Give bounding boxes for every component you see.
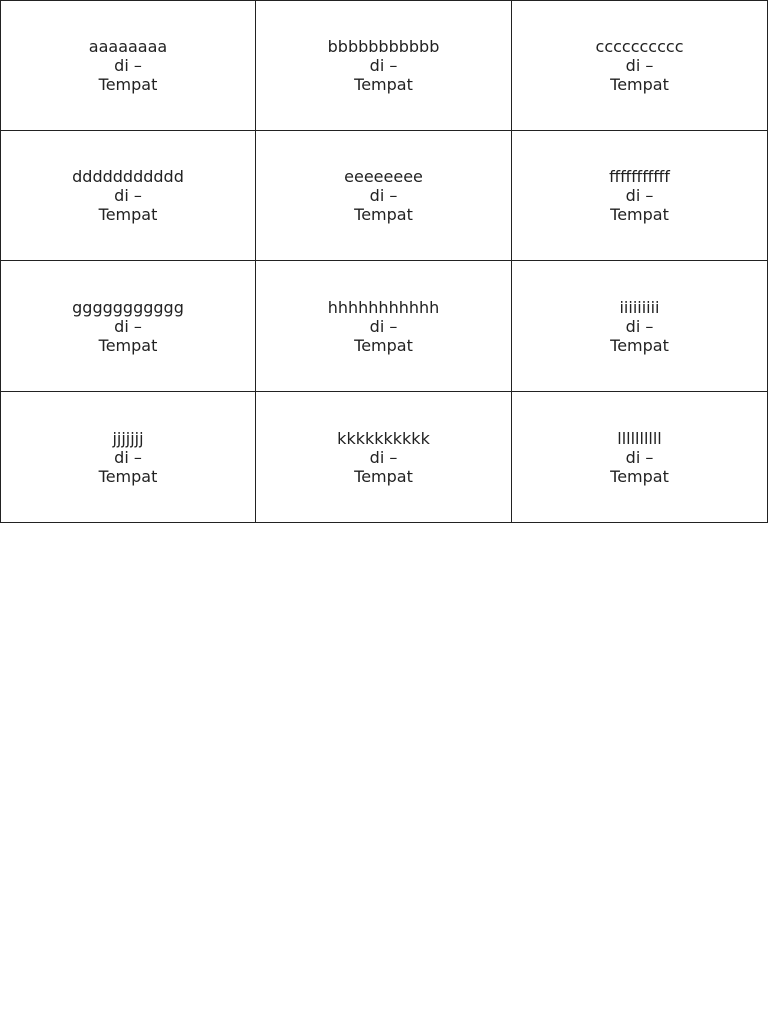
label-place: Tempat [354,205,413,224]
label-place: Tempat [610,75,669,94]
label-cell [512,261,768,392]
label-preposition: di – [369,186,398,205]
label-place: Tempat [610,205,669,224]
label-preposition: di – [369,56,398,75]
label-preposition: di – [114,186,142,205]
label-place: Tempat [354,335,413,355]
label-name: ddddddddddd [72,167,184,186]
label-cell [512,392,768,523]
label-name: iiiiiiiii [619,297,660,317]
label-name: cccccccccc [595,37,684,56]
label-cell [512,0,768,131]
label-preposition: di – [369,447,398,467]
label-name: ggggggggggg [72,297,184,317]
label-place: Tempat [98,205,158,224]
label-cell [256,261,512,392]
label-name: aaaaaaaa [88,37,168,56]
label-cell [512,131,768,261]
label-place: Tempat [610,466,669,486]
label-preposition: di – [369,316,398,336]
label-preposition: di – [114,316,142,336]
label-place: Tempat [98,335,158,355]
label-name: llllllllll [617,428,662,448]
label-place: Tempat [98,75,158,94]
label-cell [0,261,256,392]
label-preposition: di – [625,56,654,75]
label-name: hhhhhhhhhhh [327,297,440,317]
label-preposition: di – [114,447,142,467]
label-place: Tempat [354,466,413,486]
label-name: bbbbbbbbbbb [327,37,440,56]
label-cell [256,131,512,261]
label-place: Tempat [354,75,413,94]
label-place: Tempat [610,335,669,355]
label-place: Tempat [98,466,158,486]
label-name: jjjjjjj [112,428,144,448]
label-name: fffffffffff [609,167,670,186]
label-name: kkkkkkkkkk [337,428,430,448]
label-preposition: di – [625,447,654,467]
label-preposition: di – [625,186,654,205]
label-cell [256,392,512,523]
label-cell [256,0,512,131]
label-preposition: di – [114,56,142,75]
label-preposition: di – [625,316,654,336]
label-name: eeeeeeee [344,167,423,186]
label-cell [0,392,256,523]
label-cell [0,131,256,261]
label-cell [0,0,256,131]
